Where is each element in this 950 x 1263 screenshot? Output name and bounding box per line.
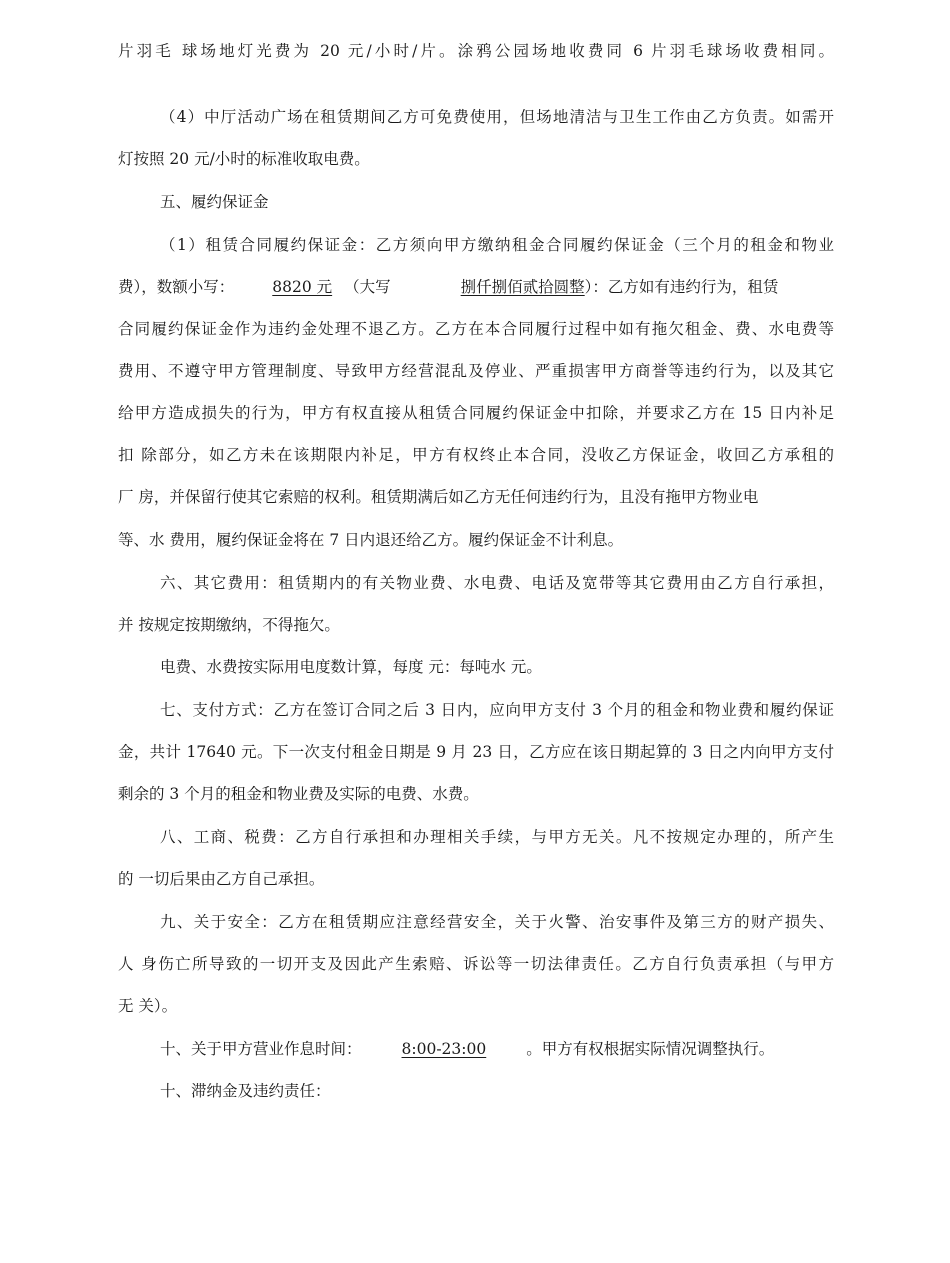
- business-hours-value: 8:00-23:00: [401, 1040, 487, 1058]
- text-line-business-hours: [118, 1038, 834, 1060]
- section-heading: 五、履约保证金: [160, 193, 269, 211]
- text-line: 等、水 费用，履约保证金将在 7 日内退还给乙方。履约保证金不计利息。: [118, 531, 624, 549]
- text-line: 并 按规定按期缴纳，不得拖欠。: [118, 616, 340, 634]
- section-heading: 十、滞纳金及违约责任：: [160, 1082, 331, 1100]
- text-line: 剩余的 3 个月的租金和物业费及实际的电费、水费。: [118, 785, 479, 803]
- text-line: 人 身伤亡所导致的一切开支及因此产生索赔、诉讼等一切法律责任。乙方自行负责承担（与甲方: [118, 955, 834, 973]
- text-line: 片羽毛 球场地灯光费为 20 元/小时/片。涂鸦公园场地收费同 6 片羽毛球场收费相同。: [118, 42, 834, 60]
- text-line-deposit-amount: [118, 276, 834, 298]
- text-line: 九、关于安全：乙方在租赁期应注意经营安全，关于火警、治安事件及第三方的财产损失、: [160, 913, 834, 931]
- text-line: 合同履约保证金作为违约金处理不退乙方。乙方在本合同履行过程中如有拖欠租金、费、水电费等: [118, 320, 834, 338]
- text-fragment: ）：乙方如有违约行为，租赁: [584, 278, 779, 296]
- text-line: 费用、不遵守甲方管理制度、导致甲方经营混乱及停业、严重损害甲方商誉等违约行为，以及其它: [118, 362, 834, 380]
- text-line: （4）中厅活动广场在租赁期间乙方可免费使用，但场地清洁与卫生工作由乙方负责。如需开: [160, 108, 834, 126]
- text-fragment: 十、关于甲方营业作息时间：: [160, 1040, 362, 1058]
- text-line: 电费、水费按实际用电度数计算，每度 元：每吨水 元。: [160, 658, 542, 676]
- text-line: 无 关）。: [118, 997, 178, 1015]
- text-fragment: 。甲方有权根据实际情况调整执行。: [526, 1040, 775, 1058]
- text-fragment: 费），数额小写：: [118, 278, 235, 296]
- text-line: 扣 除部分，如乙方未在该期限内补足，甲方有权终止本合同，没收乙方保证金，收回乙方承租的: [118, 446, 834, 464]
- text-line: 六、其它费用：租赁期内的有关物业费、水电费、电话及宽带等其它费用由乙方自行承担，: [160, 574, 834, 592]
- text-line: （1）租赁合同履约保证金：乙方须向甲方缴纳租金合同履约保证金（三个月的租金和物业: [160, 236, 834, 254]
- text-line: 厂 房，并保留行使其它索赔的权利。租赁期满后如乙方无任何违约行为，且没有拖甲方物业电: [118, 488, 759, 506]
- text-fragment: （大写: [344, 278, 391, 296]
- text-line: 金，共计 17640 元。下一次支付租金日期是 9 月 23 日，乙方应在该日期起算的 3 日之内向甲方支付: [118, 743, 834, 761]
- text-line: 七、支付方式：乙方在签订合同之后 3 日内，应向甲方支付 3 个月的租金和物业费和履约保证: [160, 701, 834, 719]
- text-line: 八、工商、税费：乙方自行承担和办理相关手续，与甲方无关。凡不按规定办理的，所产生: [160, 828, 834, 846]
- text-line: 的 一切后果由乙方自己承担。: [118, 870, 325, 888]
- text-line: 给甲方造成损失的行为，甲方有权直接从租赁合同履约保证金中扣除，并要求乙方在 15 日内补足: [118, 404, 834, 422]
- text-line: 灯按照 20 元/小时的标准收取电费。: [118, 150, 370, 168]
- deposit-amount-words: 捌仟捌佰贰拾圆整: [460, 278, 585, 296]
- deposit-amount-figures: 8820 元: [272, 278, 333, 296]
